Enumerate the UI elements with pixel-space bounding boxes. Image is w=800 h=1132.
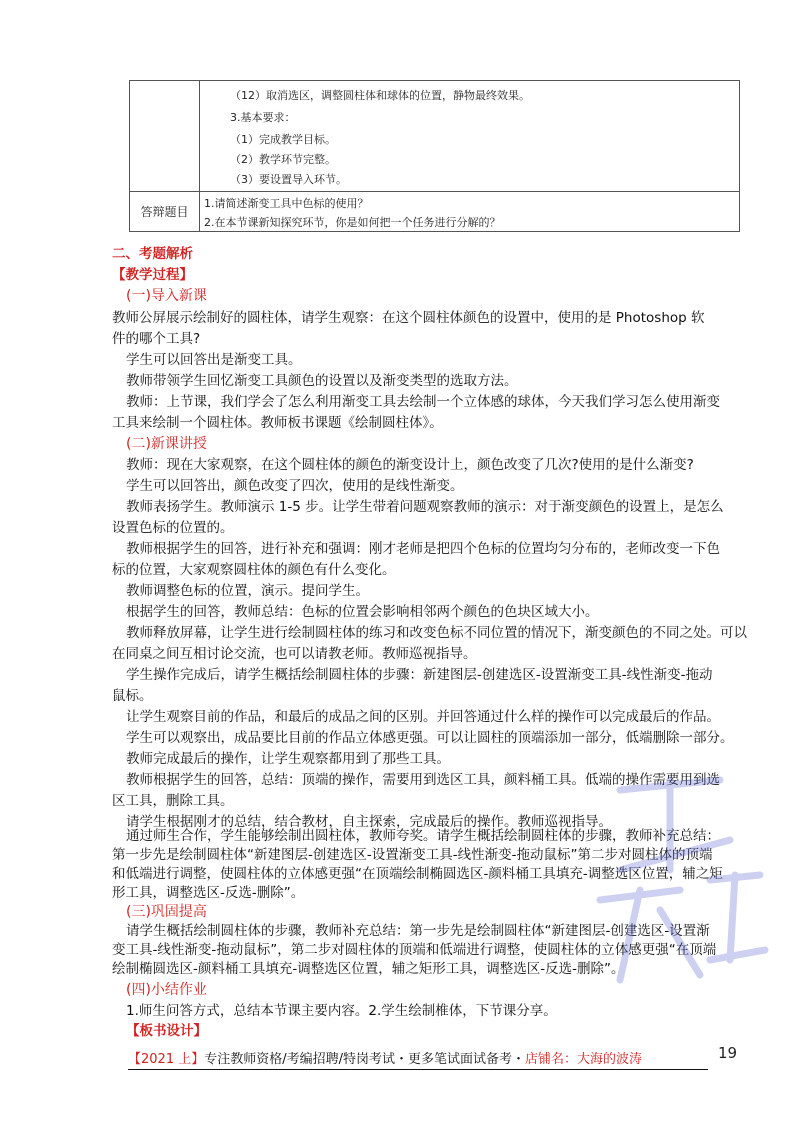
body-line: 通过师生合作，学生能够绘制出圆柱体，教师夸奖。请学生概括绘制圆柱体的步骤，教师补充总结： [126, 828, 720, 844]
section-title-4: (四)小结作业 [126, 982, 207, 998]
requirements-table [129, 80, 740, 232]
table-line: （1）完成教学目标。 [230, 133, 336, 146]
defense-question-2: 2.在本节课新知探究环节，你是如何把一个任务进行分解的？ [204, 216, 501, 229]
body-line: 教师：现在大家观察，在这个圆柱体的颜色的渐变设计上，颜色改变了几次?使用的是什么渐变? [126, 457, 694, 473]
watermark [560, 760, 780, 1020]
body-line: 在同桌之间互相讨论交流，也可以请教老师。教师巡视指导。 [112, 646, 477, 662]
body-line: 让学生观察目前的作品，和最后的成品之间的区别。并回答通过什么样的操作可以完成最后的作品。 [126, 709, 720, 725]
body-line: 教师根据学生的回答，进行补充和强调：刚才老师是把四个色标的位置均匀分布的，老师改变一下色 [126, 541, 720, 557]
board-design-tag: 【板书设计】 [126, 1023, 207, 1039]
body-line: 学生可以观察出，成品要比目前的作品立体感更强。可以让圆柱的顶端添加一部分，低端删除一部分。 [126, 730, 734, 746]
body-line: 学生操作完成后，请学生概括绘制圆柱体的步骤：新建图层-创建选区-设置渐变工具-线性渐变-拖动 [126, 667, 713, 683]
body-line: 教师：上节课，我们学会了怎么利用渐变工具去绘制一个立体感的球体，今天我们学习怎么使用渐变 [126, 394, 720, 410]
table-column-separator [199, 81, 200, 231]
body-line: 形工具，调整选区-反选-删除”。 [112, 885, 305, 901]
body-line: 变工具-线性渐变-拖动鼠标”，第二步对圆柱体的顶端和低端进行调整，使圆柱体的立体感更强“在顶端 [112, 942, 717, 958]
defense-question-1: 1.请简述渐变工具中色标的使用？ [204, 197, 369, 210]
body-line: 件的哪个工具? [112, 331, 201, 347]
table-line: （2）教学环节完整。 [230, 153, 336, 166]
body-line: 请学生根据刚才的总结，结合教材，自主探索，完成最后的操作。教师巡视指导。 [126, 814, 612, 830]
body-line: 教师根据学生的回答，总结：顶端的操作，需要用到选区工具，颜料桶工具。低端的操作需要用到选 [126, 772, 720, 788]
body-line: 教师表扬学生。教师演示 1-5 步。让学生带着问题观察教师的演示：对于渐变颜色的设置上，是怎么 [126, 499, 724, 515]
table-line: （12）取消选区，调整圆柱体和球体的位置，静物最终效果。 [230, 89, 530, 102]
body-line: 设置色标的位置的。 [112, 520, 234, 536]
body-line: 标的位置，大家观察圆柱体的颜色有什么变化。 [112, 562, 396, 578]
table-row-separator [130, 191, 739, 192]
section-title-1: (一)导入新课 [126, 288, 207, 304]
body-line: 学生可以回答出，颜色改变了四次，使用的是线性渐变。 [126, 478, 464, 494]
body-line: 教师带领学生回忆渐变工具颜色的设置以及渐变类型的选取方法。 [126, 373, 518, 389]
body-line: 鼠标。 [112, 688, 153, 704]
table-line: （3）要设置导入环节。 [230, 173, 347, 186]
footer-shop-name: 店铺名：大海的波涛 [524, 1052, 642, 1067]
body-line: 区工具，删除工具。 [112, 793, 234, 809]
defense-label: 答辩题目 [140, 204, 189, 219]
body-line: 第一步先是绘制圆柱体“新建图层-创建选区-设置渐变工具-线性渐变-拖动鼠标”第二步对圆柱体的顶端 [112, 847, 713, 863]
body-line: 学生可以回答出是渐变工具。 [126, 352, 302, 368]
table-line: 3.基本要求： [230, 111, 296, 124]
body-line: 教师调整色标的位置，演示。提问学生。 [126, 583, 369, 599]
body-line: 教师释放屏幕，让学生进行绘制圆柱体的练习和改变色标不同位置的情况下，渐变颜色的不同之处。可以 [126, 625, 747, 641]
analysis-heading: 二、考题解析 [112, 246, 193, 262]
footer-year-tag: 【2021 上】 [128, 1052, 205, 1067]
body-line: 根据学生的回答，教师总结：色标的位置会影响相邻两个颜色的色块区域大小。 [126, 604, 599, 620]
body-line: 请学生概括绘制圆柱体的步骤，教师补充总结：第一步先是绘制圆柱体“新建图层-创建选区-设置渐 [126, 923, 710, 939]
body-line: 教师公屏展示绘制好的圆柱体，请学生观察：在这个圆柱体颜色的设置中，使用的是 Photoshop 软 [112, 310, 705, 326]
body-line: 1.师生问答方式，总结本节课主要内容。2.学生绘制椎体，下节课分享。 [126, 1003, 557, 1019]
page-number: 19 [718, 1044, 738, 1062]
page-footer [128, 1048, 708, 1070]
section-title-3: (三)巩固提高 [126, 904, 207, 920]
body-line: 和低端进行调整，使圆柱体的立体感更强“在顶端绘制椭圆选区-颜料桶工具填充-调整选区位置，辅之矩 [112, 866, 723, 882]
body-line: 绘制椭圆选区-颜料桶工具填充-调整选区位置，辅之矩形工具，调整选区-反选-删除”。 [112, 961, 625, 977]
body-line: 工具来绘制一个圆柱体。教师板书课题《绘制圆柱体》。 [112, 415, 443, 431]
section-title-2: (二)新课讲授 [126, 436, 207, 452]
footer-text: 专注教师资格/考编招聘/特岗考试・更多笔试面试备考・ [204, 1052, 525, 1067]
teaching-process-tag: 【教学过程】 [112, 267, 193, 283]
body-line: 教师完成最后的操作，让学生观察都用到了那些工具。 [126, 751, 450, 767]
